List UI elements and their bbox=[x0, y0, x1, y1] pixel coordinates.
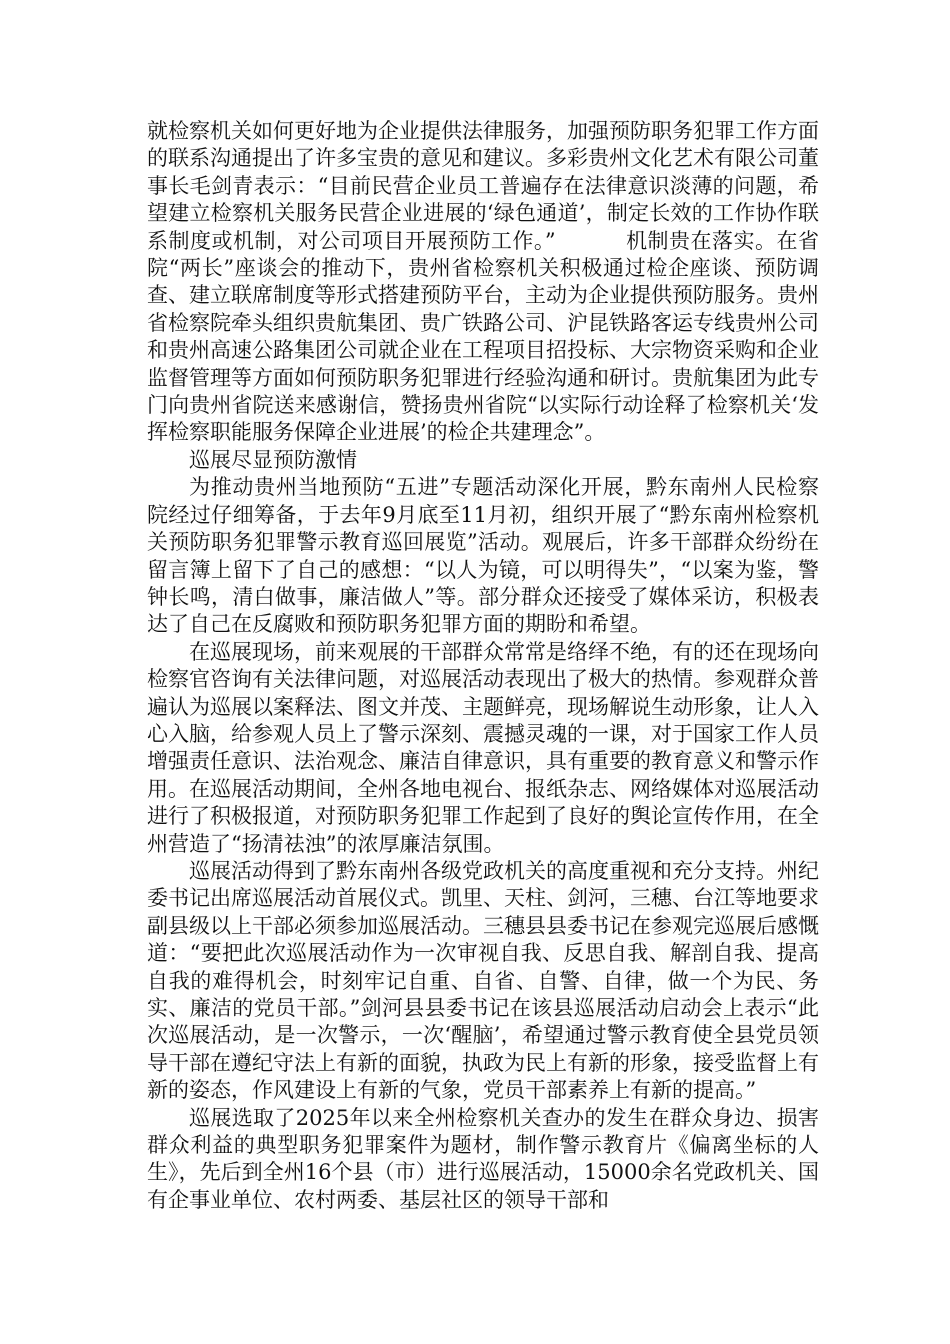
paragraph-government-support: 巡展活动得到了黔东南州各级党政机关的高度重视和充分支持。州纪委书记出席巡展活动首展仪式。凯里、天柱、剑河，三穗、台江等地要求副县级以上干部必须参加巡展活动。三穗县县委书记在参观完巡展后感慨道：“要把此次巡展活动作为一次审视自我、反思自我、解剖自我、提高自我的难得机会，时刻牢记自重、自省、自警、自律，做一个为民、务实、廉洁的党员干部。”剑河县县委书记在该县巡展活动启动会上表示“此次巡展活动，是一次警示，一次‘醒脑’，希望通过警示教育使全县党员领导干部在遵纪守法上有新的面貌，执政为民上有新的形象，接受监督上有新的姿态，作风建设上有新的气象，党员干部素养上有新的提高。” bbox=[147, 858, 819, 1103]
paragraph-enterprise-forum-opening: 就检察机关如何更好地为企业提供法律服务，加强预防职务犯罪工作方面的联系沟通提出了许多宝贵的意见和建议。多彩贵州文化艺术有限公司董事长毛剑青表示：“目前民营企业员工普遍存在法律意识淡薄的问题，希望建立检察机关服务民营企业进展的‘绿色通道’，制定长效的工作协作联系制度或机制，对公司项目开展预防工作。” bbox=[147, 119, 819, 253]
document-page bbox=[147, 118, 819, 1214]
paragraph-exhibition-content: 巡展选取了2025年以来全州检察机关查办的发生在群众身边、损害群众利益的典型职务犯罪案件为题材，制作警示教育片《偏离坐标的人生》，先后到全州16个县（市）进行巡展活动，15000余名党政机关、国有企事业单位、农村两委、基层社区的领导干部和 bbox=[147, 1105, 819, 1212]
paragraph-enterprise-forum-mechanism: 机制贵在落实。在省院“两长”座谈会的推动下，贵州省检察机关积极通过检企座谈、预防调查、建立联席制度等形式搭建预防平台，主动为企业提供预防服务。贵州省检察院牵头组织贵航集团、贵广铁路公司、沪昆铁路客运专线贵州公司和贵州高速公路集团公司就企业在工程项目招投标、大宗物资采购和企业监督管理等方面如何预防职务犯罪进行经验沟通和研讨。贵航集团为此专门向贵州省院送来感谢信，赞扬贵州省院“以实际行动诠释了检察机关‘发挥检察职能服务保障企业进展’的检企共建理念”。 bbox=[147, 228, 820, 445]
paragraph-enterprise-forum bbox=[147, 118, 819, 447]
paragraph-exhibition-intro: 为推动贵州当地预防“五进”专题活动深化开展，黔东南州人民检察院经过仔细筹备，于去年9月底至11月初，组织开展了“黔东南州检察机关预防职务犯罪警示教育巡回展览”活动。观展后，许多干部群众纷纷在留言簿上留下了自己的感想：“以人为镜，可以明得失”，“以案为鉴，警钟长鸣，清白做事，廉洁做人”等。部分群众还接受了媒体采访，积极表达了自己在反腐败和预防职务犯罪方面的期盼和希望。 bbox=[147, 475, 819, 637]
section-subheading: 巡展尽显预防激情 bbox=[189, 447, 357, 472]
paragraph-exhibition-scene: 在巡展现场，前来观展的干部群众常常是络绎不绝，有的还在现场向检察官咨询有关法律问题，对巡展活动表现出了极大的热情。参观群众普遍认为巡展以案释法、图文并茂、主题鲜亮，现场解说生动形象，让人入心入脑，给参观人员上了警示深刻、震撼灵魂的一课，对于国家工作人员增强责任意识、法治观念、廉洁自律意识，具有重要的教育意义和警示作用。在巡展活动期间，全州各地电视台、报纸杂志、网络媒体对巡展活动进行了积极报道，对预防职务犯罪工作起到了良好的舆论宣传作用，在全州营造了“扬清祛浊”的浓厚廉洁氛围。 bbox=[147, 639, 819, 856]
